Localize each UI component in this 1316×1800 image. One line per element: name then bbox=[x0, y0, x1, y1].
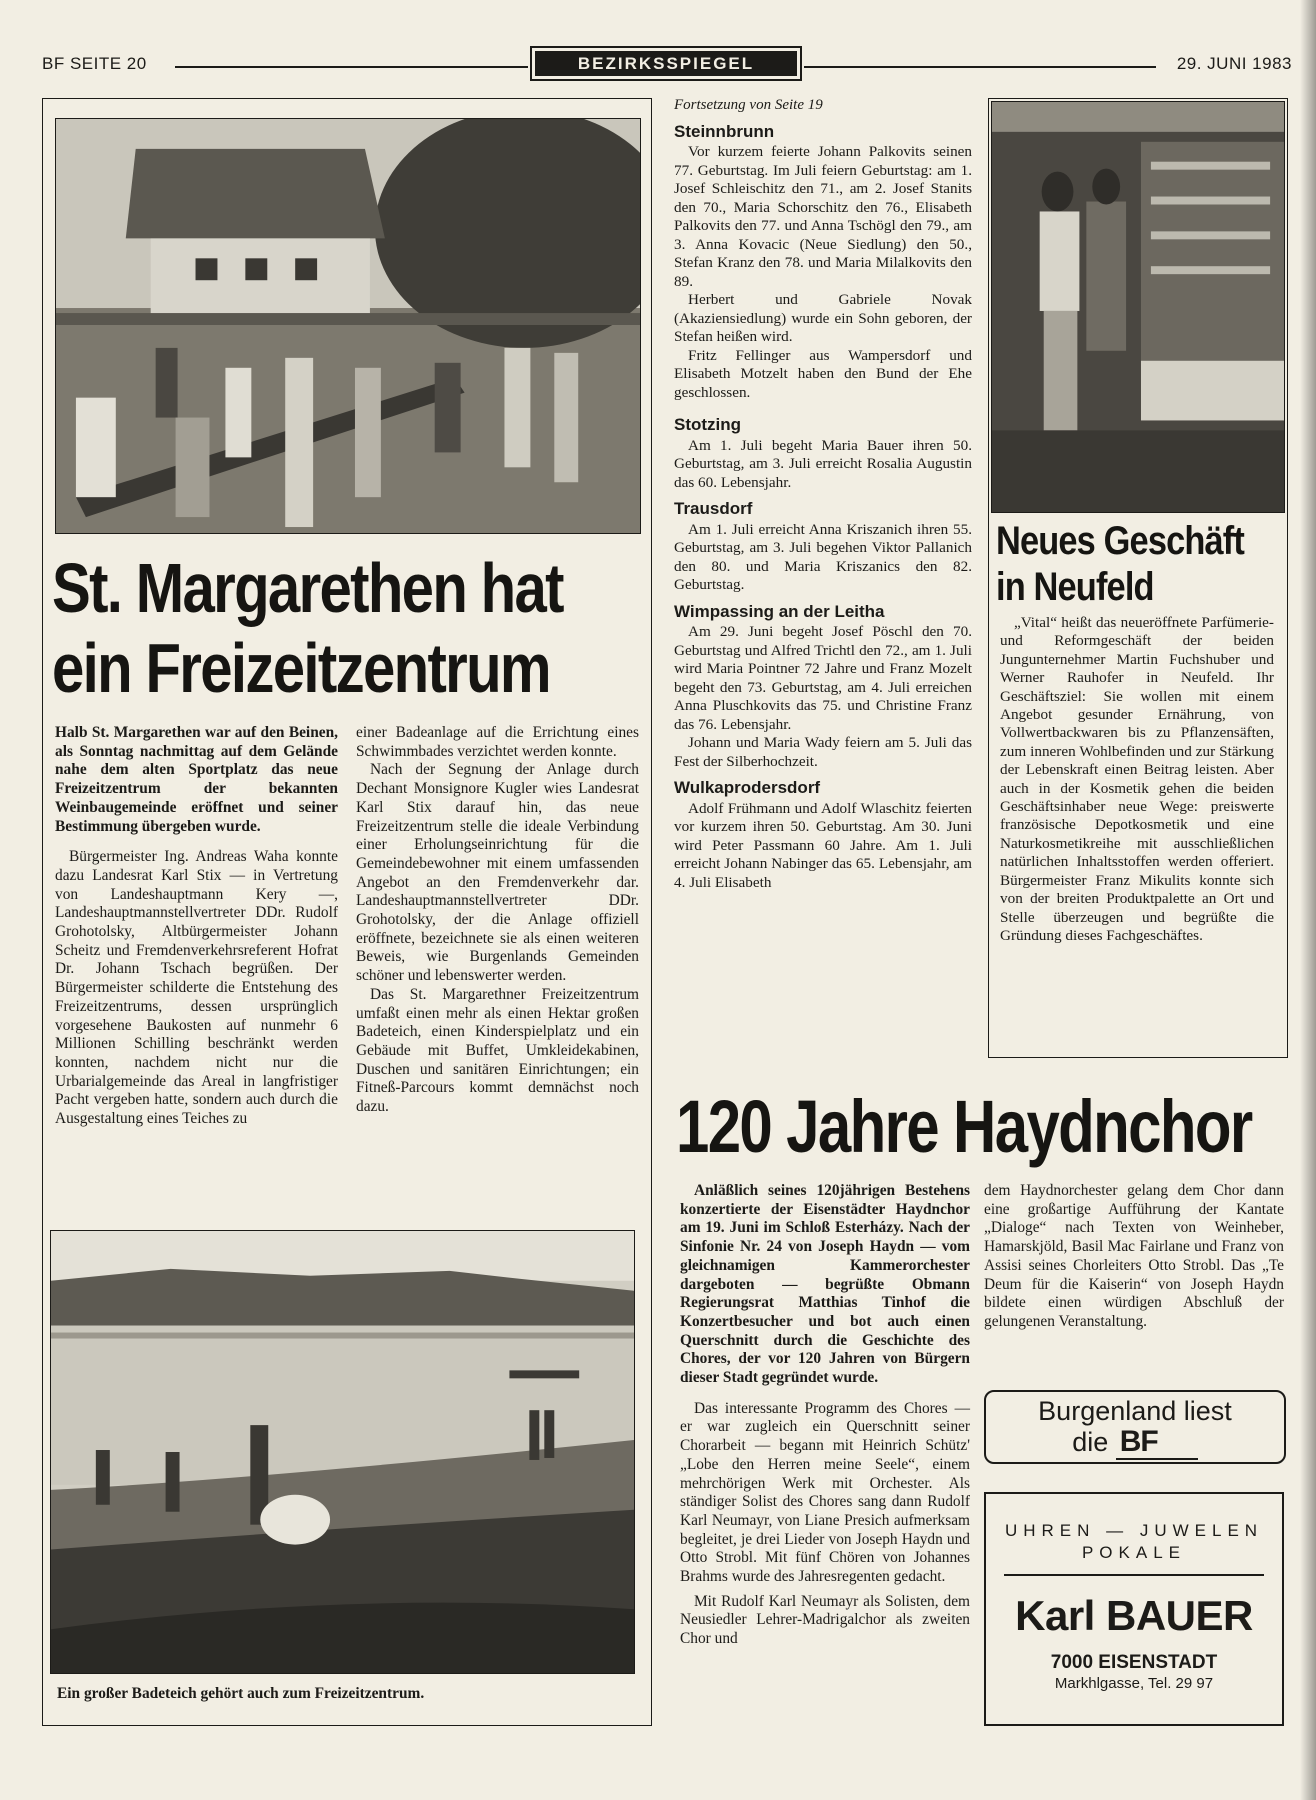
section-title-stotzing: Stotzing bbox=[674, 415, 742, 434]
news-paragraph: Fritz Fellinger aus Wampersdorf und Elisabeth Motzelt haben den Bund der Ehe geschlossen. bbox=[674, 346, 972, 401]
margarethen-paragraph: Nach der Segnung der Anlage durch Dechant Monsignore Kugler wies Landesrat Karl Stix darauf hin, das neue Freizeitzentrum stelle die ideale Verbindung einer Erholungseinrichtung für die Gemeindebewohner mit einem umfassenden Angebot an den Fremdenverkehr dar. Landeshauptmannstellvertreter DDr. Grohotolsky, der die Anlage offiziell eröffnete, bezeichnete sie als einen weiteren Beweis, wie Burgenlands Gemeinden schöner und lebenswerter werden. bbox=[356, 761, 639, 985]
bf-logo: BF bbox=[1116, 1425, 1198, 1460]
ad-bauer-line2: POKALE bbox=[1081, 1543, 1187, 1562]
margarethen-paragraph: Bürgermeister Ing. Andreas Waha konnte dazu Landesrat Karl Stix — in Vertretung von Landeshauptmann Kery —, Landeshauptmannstellvertreter DDr. Rudolf Grohotolsky, Altbürgermeister Johann Scheitz und Fremdenverkehrsreferent Hofrat Dr. Johann Tschach begrüßen. Der Bürgermeister schilderte die Entstehung des Freizeitzentrums, dessen ursprünglich vorgesehene Baukosten auf nunmehr 6 Millionen Schilling beschränkt werden konnten, nachdem nicht nur die Urbarialgemeinde das Areal in langfristiger Pacht vergeben hatte, sondern auch durch die Ausgestaltung eines Teiches zu bbox=[55, 848, 338, 1128]
photo-shop-interior bbox=[991, 101, 1285, 513]
page-number: BF SEITE 20 bbox=[42, 54, 147, 73]
neufeld-body bbox=[1000, 614, 1274, 945]
ad-burgenland-liest bbox=[984, 1390, 1286, 1464]
haydn-paragraph: Mit Rudolf Karl Neumayr als Solisten, dem Neusiedler Lehrer-Madrigalchor als zweiten Chor und bbox=[680, 1592, 970, 1648]
news-paragraph: Adolf Frühmann und Adolf Wlaschitz feierten vor kurzem ihren 50. Geburtstag. Am 30. Juni wird Peter Passmann 60 Jahre. Am 1. Juli erreicht Johann Nabinger das 65. Lebensjahr, am 4. Juli Elisabeth bbox=[674, 799, 972, 891]
haydn-column-2 bbox=[984, 1182, 1284, 1332]
ad-bauer-city: 7000 EISENSTADT bbox=[1050, 1652, 1218, 1673]
continuation-note: Fortsetzung von Seite 19 bbox=[674, 97, 823, 113]
section-title-wimpassing: Wimpassing an der Leitha bbox=[674, 601, 885, 621]
news-paragraph: Johann und Maria Wady feiern am 5. Juli das Fest der Silberhochzeit. bbox=[674, 734, 972, 770]
lake-photo-caption: Ein großer Badeteich gehört auch zum Freizeitzentrum. bbox=[57, 1685, 425, 1702]
ad-karl-bauer bbox=[984, 1492, 1284, 1726]
section-label: BEZIRKSSPIEGEL bbox=[535, 51, 797, 76]
haydn-lead: Anläßlich seines 120jährigen Bestehens konzertierte der Eisenstädter Haydnchor am 19. Juni im Schloß Esterházy. Nach der Sinfonie Nr. 24 von Joseph Haydn — vom gleichnamigen Kammerorchester dargeboten — begrüßte Obmann Regierungsrat Matthias Tinhof die Konzertbesucher und bot auch einen Querschnitt durch die Geschichte des Chores, der vor 120 Jahren von Bürgern dieser Stadt gegründet wurde. bbox=[680, 1182, 970, 1387]
issue-date: 29. JUNI 1983 bbox=[1176, 54, 1292, 73]
haydn-paragraph: Das interessante Programm des Chores — er war zugleich ein Querschnitt seiner Chorarbeit — begann mit Heinrich Schütz' „Lobe den Herren meine Seele“, einem mehrchörigen Werk mit Orchester. Als ständiger Solist des Chores sang dann Rudolf Karl Neumayr, von Liane Presich aufmerksam begleitet, je drei Lieder von Joseph Haydn und Otto Strobl. Mit fünf Chören von Johannes Brahms wurde des Jahresregenten gedacht. bbox=[680, 1399, 970, 1586]
haydn-column-1 bbox=[680, 1182, 970, 1649]
ad-bauer-line1: UHREN — JUWELEN bbox=[1004, 1521, 1264, 1540]
ad-bauer-address: Markhlgasse, Tel. 29 97 bbox=[1054, 1675, 1214, 1692]
ad-bauer-divider bbox=[1004, 1574, 1264, 1576]
margarethen-lead: Halb St. Margarethen war auf den Beinen, als Sonntag nachmittag auf dem Gelände nahe dem alten Sportplatz das neue Freizeitzentrum der bekannten Weinbaugemeinde eröffnet und seiner Bestimmung übergeben wurde. bbox=[55, 724, 338, 835]
ad-bauer-name: Karl BAUER bbox=[1015, 1592, 1253, 1639]
news-paragraph: Am 1. Juli erreicht Anna Kriszanich ihren 55. Geburtstag, am 3. Juli begehen Viktor Pallanich den 80. und Maria Kriszanics den 82. Geburtstag. bbox=[674, 520, 972, 593]
headline-neufeld-line1: Neues Geschäft bbox=[996, 519, 1244, 563]
section-title-trausdorf: Trausdorf bbox=[674, 499, 753, 518]
headline-margarethen-line1: St. Margarethen hat bbox=[52, 549, 563, 627]
news-paragraph: Am 1. Juli begeht Maria Bauer ihren 50. Geburtstag, am 3. Juli erreicht Rosalia Augustin das 60. Lebensjahr. bbox=[674, 436, 972, 491]
section-title-wulkaprodersdorf: Wulkaprodersdorf bbox=[674, 778, 821, 797]
margarethen-column-2 bbox=[356, 724, 639, 1117]
header-rule-right bbox=[804, 66, 1156, 68]
page-edge-shadow bbox=[1300, 0, 1316, 1800]
header-rule-left bbox=[175, 66, 528, 68]
ad-bf-line1: Burgenland liest bbox=[1038, 1396, 1232, 1426]
headline-haydnchor: 120 Jahre Haydnchor bbox=[676, 1085, 1252, 1168]
section-title-steinnbrunn: Steinnbrunn bbox=[674, 121, 775, 141]
headline-margarethen-line2: ein Freizeitzentrum bbox=[52, 629, 550, 707]
neufeld-paragraph: „Vital“ heißt das neueröffnete Parfümerie- und Reformgeschäft der beiden Jungunternehmer Martin Fuchshuber und Werner Rauhofer in Neufeld. Ihr Geschäftsziel: Sie wollen mit einem Angebot gesunder Ernährung, von Vollwertbackwaren bis zu Pflanzensäften, zum inneren Wohlbefinden und zur Stärkung der Lebenskraft einen Beitrag leisten. Aber auch in der Kosmetik gehen die beiden Geschäftsinhaber neue Wege: preiswerte französische Depotkosmetik und eine Naturkosmetikreihe mit ausschließlichen natürlichen Inhaltsstoffen werden offeriert. Bürgermeister Franz Mikulits konnte sich von der breiten Produktpalette an Ort und Stelle überzeugen und begrüßte die Gründung dieses Fachgeschäftes. bbox=[1000, 614, 1274, 944]
section-label-box bbox=[530, 46, 802, 81]
haydn-paragraph: dem Haydnorchester gelang dem Chor dann eine großartige Aufführung der Kantate „Dialoge“ nach Texten von Weinheber, Hamarskjöld, Basil Mac Fairlane und Franz von Assisi seines Chorleiters Otto Strobl. Das „Te Deum für die Kaiserin“ von Joseph Haydn bildete einen würdigen Abschluß der gelungenen Veranstaltung. bbox=[984, 1182, 1284, 1330]
news-paragraph: Am 29. Juni begeht Josef Pöschl den 70. Geburtstag und Alfred Trichtl den 72., am 1. Juli wird Maria Pointner 72 Jahre und Franz Mozelt begeht den 73. Geburtstag, am 4. Juli erreichen Anna Pluschkovits das 75. und Christine Franz das 76. Lebensjahr. bbox=[674, 623, 972, 733]
headline-neufeld-line2: in Neufeld bbox=[996, 565, 1154, 609]
bezirk-news-column bbox=[674, 96, 972, 892]
margarethen-paragraph: einer Badeanlage auf die Errichtung eines Schwimmbades verzichtet werden konnte. bbox=[356, 724, 639, 760]
margarethen-paragraph: Das St. Margarethner Freizeitzentrum umfaßt einen mehr als einen Hektar großen Badeteich, einen Kinderspielplatz und ein Gebäude mit Buffet, Umkleidekabinen, Duschen und sanitären Einrichtungen; ein Fitneß-Parcours kommt demnächst noch dazu. bbox=[356, 985, 639, 1116]
margarethen-column-1 bbox=[55, 724, 338, 1129]
ad-bf-line2: die bbox=[1072, 1427, 1109, 1457]
photo-children-playground bbox=[55, 118, 641, 534]
photo-bathing-lake bbox=[50, 1230, 635, 1674]
news-paragraph: Vor kurzem feierte Johann Palkovits seinen 77. Geburtstag. Im Juli feiern Geburtstag: am 1. Josef Schleischitz den 71., am 2. Josef Stanits den 70., Maria Schorschitz den 76., Elisabeth Palkovits den 77. und Anna Tschögl den 79., am 3. Anna Kovacic (Neue Siedlung) den 50., Stefan Kranz den 78. und Maria Milalkovits den 89. bbox=[674, 143, 972, 290]
news-paragraph: Herbert und Gabriele Novak (Akaziensiedlung) wurde ein Sohn geboren, der Stefan heißen wird. bbox=[674, 291, 972, 345]
